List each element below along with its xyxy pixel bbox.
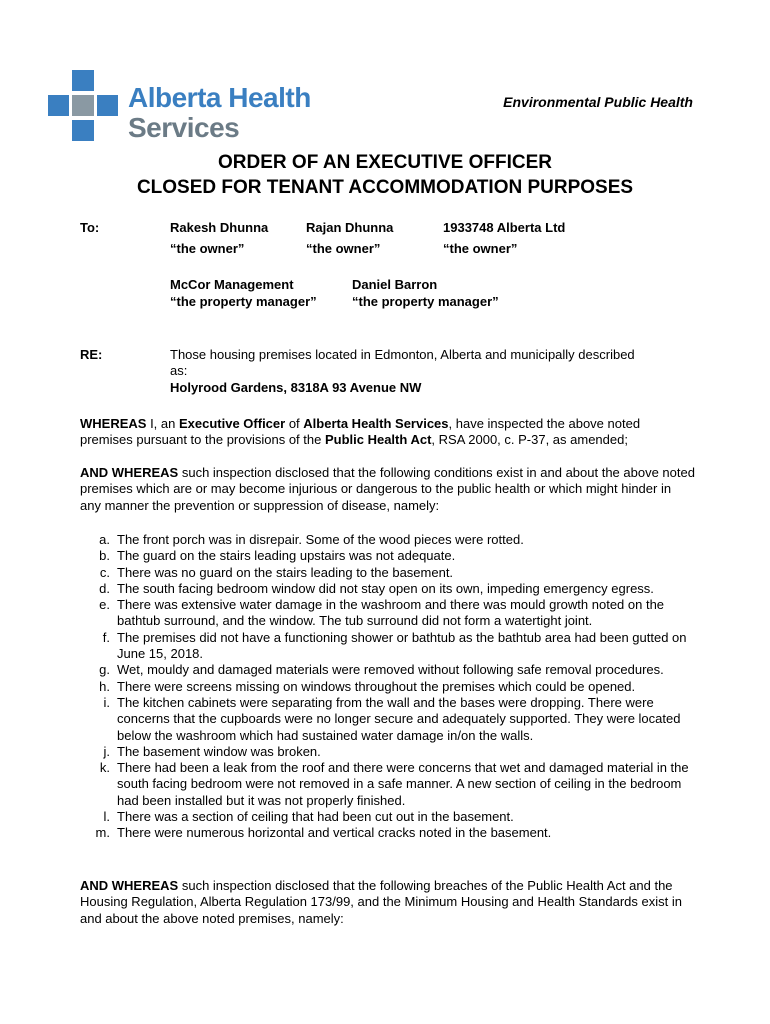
- list-marker: h.: [99, 678, 110, 694]
- list-item: [88, 548, 698, 564]
- list-marker: e.: [99, 597, 110, 613]
- whereas-lead: AND WHEREAS: [80, 878, 179, 893]
- list-text: The kitchen cabinets were separating from the wall and the bases were dropping. There were concerns that the cupboards were no longer secure and adequately supported. They were located below the washroom which had sustained water damage in/on the walls.: [117, 694, 681, 743]
- whereas-lead: AND WHEREAS: [80, 465, 179, 480]
- list-item: [88, 565, 698, 581]
- list-item: [88, 662, 698, 678]
- conditions-list: [88, 532, 698, 842]
- recipient-name: Rakesh Dhunna: [170, 220, 269, 235]
- department-name: Environmental Public Health: [503, 94, 693, 110]
- list-item: [88, 597, 698, 630]
- whereas-paragraph-1: [80, 416, 695, 449]
- text: such inspection disclosed that the following conditions exist in and about the above noted premises which are or may become injurious or dangerous to the public health or which might hinder in any manner the prevention or suppression of disease, namely:: [80, 465, 695, 513]
- cross-logo-icon: [48, 68, 128, 144]
- list-marker: f.: [102, 629, 110, 645]
- list-item: [88, 825, 698, 841]
- list-marker: j.: [103, 743, 110, 759]
- re-label: RE:: [80, 347, 103, 362]
- recipient-role: “the property manager”: [352, 294, 499, 309]
- text: such inspection disclosed that the following breaches of the Public Health Act and the Housing Regulation, Alberta Regulation 173/99, and the Minimum Housing and Health Standards exist in and about the above noted premises, namely:: [80, 878, 682, 926]
- list-text: There was no guard on the stairs leading to the basement.: [117, 564, 454, 580]
- recipient-role: “the owner”: [170, 241, 245, 256]
- logo-line-2: Services: [128, 112, 240, 143]
- list-item: [88, 679, 698, 695]
- list-text: There was a section of ceiling that had been cut out in the basement.: [117, 809, 514, 825]
- recipient-role: “the owner”: [306, 241, 381, 256]
- text-bold: Public Health Act: [324, 432, 432, 448]
- text-bold: Alberta Health Services: [303, 416, 449, 431]
- document-title-line-2: CLOSED FOR TENANT ACCOMMODATION PURPOSES: [136, 177, 634, 198]
- re-text-line-2: as:: [170, 363, 188, 379]
- list-item: [88, 809, 698, 825]
- list-marker: i.: [103, 694, 110, 710]
- list-marker: l.: [103, 809, 110, 825]
- list-text: There had been a leak from the roof and there were concerns that wet and damaged material in the south facing bedroom were not removed in a safe manner. A new section of ceiling in the bedroom had been installed but it was not properly finished.: [117, 760, 689, 808]
- list-text: The south facing bedroom window did not stay open on its own, impeding emergency egress.: [117, 580, 654, 596]
- list-marker: c.: [99, 564, 110, 580]
- list-marker: g.: [99, 662, 110, 678]
- to-label: To:: [80, 220, 100, 235]
- recipient-role: “the owner”: [443, 241, 518, 256]
- recipient-name: Daniel Barron: [352, 277, 438, 292]
- re-text-line-1: Those housing premises located in Edmonton, Alberta and municipally described: [170, 347, 635, 362]
- list-marker: k.: [99, 760, 110, 776]
- list-marker: b.: [99, 548, 110, 564]
- list-marker: a.: [99, 532, 110, 547]
- list-marker: d.: [99, 580, 110, 596]
- logo-line-1: Alberta Health: [128, 82, 311, 113]
- text: I, an: [146, 416, 179, 431]
- re-address: Holyrood Gardens, 8318A 93 Avenue NW: [170, 379, 422, 395]
- recipient-name: 1933748 Alberta Ltd: [443, 220, 566, 235]
- list-text: There was extensive water damage in the washroom and there was mould growth noted on the bathtub surround, and the window. The tub surround did not form a watertight joint.: [117, 597, 665, 629]
- whereas-paragraph-2: [80, 465, 695, 514]
- list-text: The front porch was in disrepair. Some of the wood pieces were rotted.: [117, 532, 524, 547]
- logo-wordmark: [128, 84, 311, 142]
- recipient-name: McCor Management: [170, 277, 294, 292]
- re-text: [170, 347, 690, 396]
- list-item: [88, 760, 698, 809]
- list-text: There were screens missing on windows throughout the premises which could be opened.: [117, 678, 636, 694]
- recipient-role: “the property manager”: [170, 294, 317, 309]
- whereas-lead: WHEREAS: [80, 416, 147, 431]
- whereas-paragraph-3: [80, 878, 695, 927]
- list-text: The basement window was broken.: [117, 743, 321, 759]
- text: , RSA 2000, c. P-37, as amended;: [431, 432, 628, 448]
- list-item: [88, 630, 698, 663]
- text-bold: Executive Officer: [178, 416, 286, 431]
- recipient-name: Rajan Dhunna: [306, 220, 394, 235]
- list-text: The guard on the stairs leading upstairs was not adequate.: [117, 548, 456, 564]
- list-item: [88, 532, 698, 548]
- text: of: [285, 416, 304, 431]
- text: , have inspected the above noted premises pursuant to the provisions of the: [80, 416, 641, 448]
- list-item: [88, 695, 698, 744]
- list-text: The premises did not have a functioning shower or bathtub as the bathtub area had been gutted on June 15, 2018.: [117, 629, 687, 662]
- list-text: There were numerous horizontal and vertical cracks noted in the basement.: [117, 825, 552, 841]
- document-title-line-1: ORDER OF AN EXECUTIVE OFFICER: [218, 152, 552, 173]
- list-item: [88, 581, 698, 597]
- list-text: Wet, mouldy and damaged materials were removed without following safe removal procedures.: [117, 662, 664, 678]
- list-marker: m.: [95, 825, 110, 841]
- list-item: [88, 744, 698, 760]
